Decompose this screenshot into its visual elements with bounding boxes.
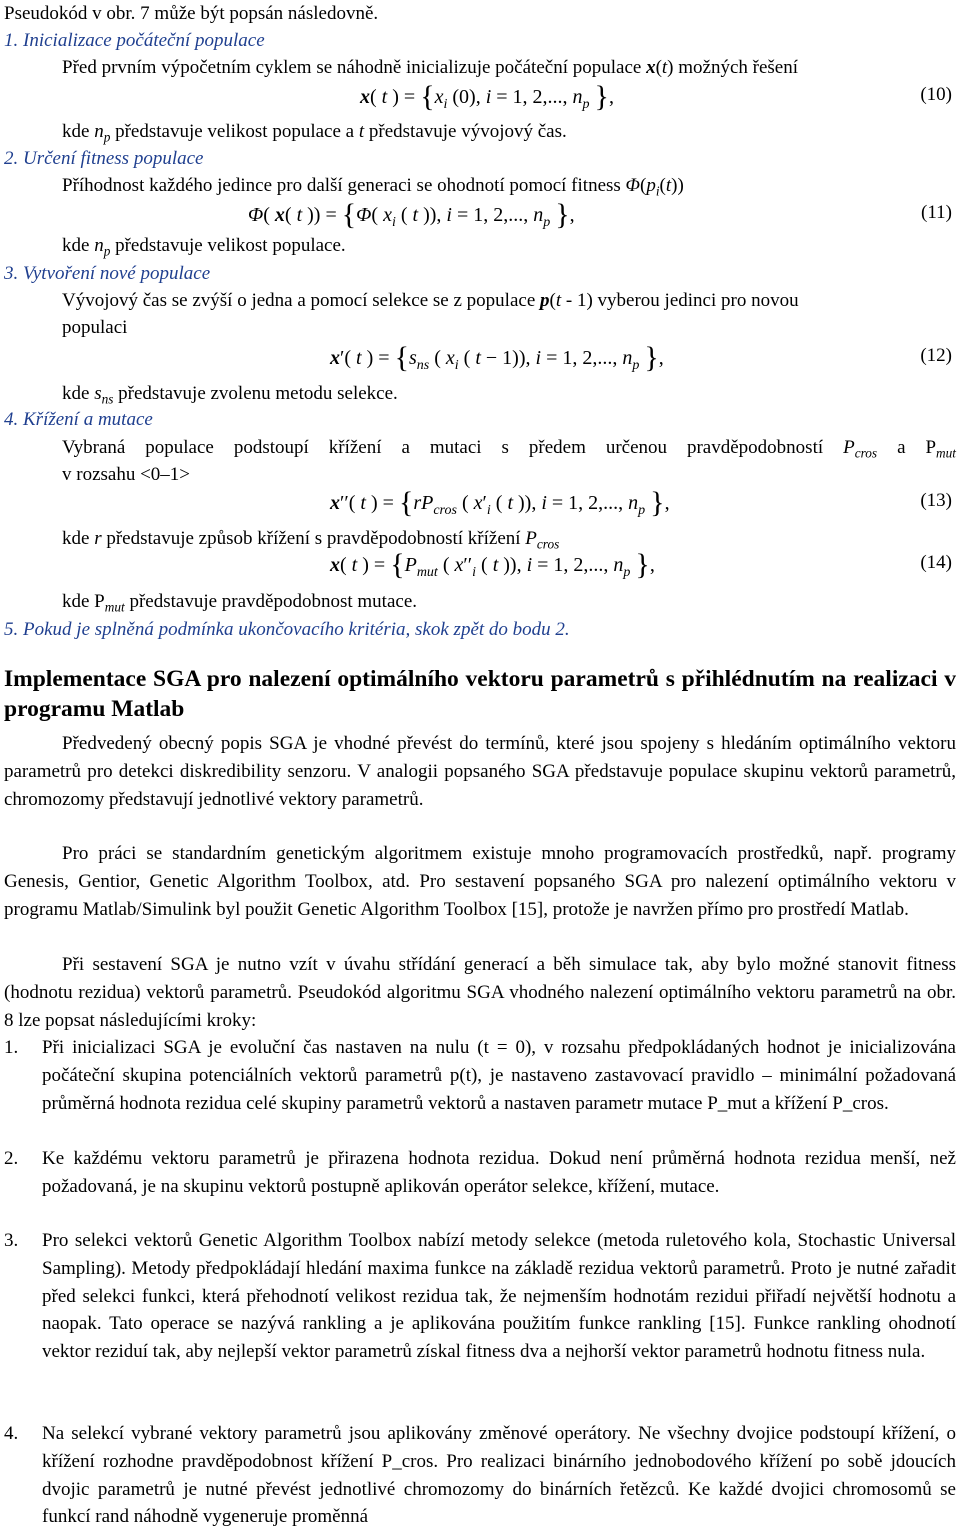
section-title: Implementace SGA pro nalezení optimálního vektoru parametrů s přihlédnutím na realizaci v programu Matlab bbox=[4, 666, 956, 722]
step-1-heading: 1. Inicializace počáteční populace bbox=[4, 30, 265, 51]
paragraph-2: Pro práci se standardním genetickým algoritmem existuje mnoho programovacích prostředků, např. programy Genesis, Gentior, Genetic Algorithm Toolbox, atd. Pro sestavení popsaného SGA pro nalezení optimálního vektoru v programu Matlab/Simulink byl použit Genetic Algorithm Toolbox [15], protože je navržen přímo pro prostředí Matlab. bbox=[4, 843, 956, 920]
list-item-text: Pro selekci vektorů Genetic Algorithm Toolbox nabízí metody selekce (metoda ruletového kola, Stochastic Universal Sampling). Metody předpokládají hledání maxima funkce na základě rezidua vektorů parametrů. Proto je nutné zařadit před selekci funkci, která přehodnotí velikost rezidua tak, že nejmenším hodnotám rezidui přiřadí největší hodnotu a naopak. Tato operace se nazývá rankling a je aplikována použitím funkce rankling [15]. Funkce rankling ohodnotí vektor reziduí tak, aby nejlepší vektor parametrů získal fitness dva a nejhorší vektor parametrů hodnotu fitness nula. bbox=[42, 1230, 956, 1363]
step-4-heading: 4. Křížení a mutace bbox=[4, 409, 153, 430]
equation-13: x′′( t ) = {$rP_{cros}$ ( $x'_i$ ( t )), i = 1, 2,..., $n_p$ }, bbox=[330, 486, 670, 519]
list-item-text: Na selekcí vybrané vektory parametrů jsou aplikovány změnové operátory. Ne všechny dvojice podstoupí křížení, o křížení rozhodne pravděpodobnost křížení P_cros. Pro realizaci binárního jednobodového křížení po sobě jdoucích dvojic parametrů je nutné převést jednotlivé chromozomy do binárních řetězců. Ke každé dvojici chromosomů se funkcí rand náhodně vygeneruje proměnná bbox=[42, 1423, 956, 1528]
step-3-heading: 3. Vytvoření nové populace bbox=[4, 263, 211, 284]
equation-12: x′( t ) = {$s_{ns}$ ( $x_i$ ( t − 1)), i = 1, 2,..., $n_p$ }, bbox=[330, 341, 664, 374]
list-item-1 bbox=[4, 1034, 956, 1117]
list-item-3 bbox=[4, 1227, 956, 1366]
equation-12-number: (12) bbox=[920, 345, 952, 366]
step-1-note: kde $n_p$ představuje velikost populace a t představuje vývojový čas. bbox=[62, 121, 567, 145]
equation-11: Φ( x( t )) = {Φ( $x_i$ ( t )), i = 1, 2,..., $n_p$ }, bbox=[248, 198, 575, 231]
list-item-number: 3. bbox=[4, 1230, 19, 1251]
step-3-text: Vývojový čas se zvýší o jedna a pomocí selekce se z populace p(t - 1) vyberou jedinci pro novou bbox=[62, 290, 799, 311]
step-4-note-2: kde $P_{mut}$ představuje pravděpodobnost mutace. bbox=[62, 591, 418, 615]
step-2-text: Příhodnost každého jedince pro další generaci se ohodnotí pomocí fitness $\Phi(p_i(t))$ bbox=[62, 175, 684, 199]
step-5-heading: 5. Pokud je splněná podmínka ukončovacího kritéria, skok zpět do bodu 2. bbox=[4, 619, 570, 640]
pseudo-intro: Pseudokód v obr. 7 může být popsán následovně. bbox=[4, 3, 379, 24]
list-item-number: 1. bbox=[4, 1037, 19, 1058]
paragraph-3: Při sestavení SGA je nutno vzít v úvahu střídání generací a běh simulace tak, aby bylo možné stanovit fitness (hodnotu rezidua) vektorů parametrů. Pseudokód algoritmu SGA vhodného nalezení optimálního vektoru parametrů na obr. 8 lze popsat následujícími kroky: bbox=[4, 954, 956, 1031]
step-4-note-1: kde r představuje způsob křížení s pravděpodobností křížení $P_{cros}$ bbox=[62, 528, 560, 552]
list-item-number: 4. bbox=[4, 1423, 19, 1444]
step-4-text: Vybraná populace podstoupí křížení a mutaci s předem určenou pravděpodobností $P_{cros}$ a $P_{mut}$ bbox=[62, 437, 956, 461]
list-item-text: Při inicializaci SGA je evoluční čas nastaven na nulu (t = 0), v rozsahu předpokládaných hodnot je inicializována počáteční skupina potenciálních vektorů parametrů p(t), je nastaveno zastavovací pravidlo – minimální požadovaná průměrná hodnota rezidua celé skupiny parametrů vektorů a nastaven parametr mutace P_mut a křížení P_cros. bbox=[42, 1037, 956, 1114]
step-2-note: kde $n_p$ představuje velikost populace. bbox=[62, 235, 346, 259]
list-item-number: 2. bbox=[4, 1148, 19, 1169]
list-item-text: Ke každému vektoru parametrů je přirazena hodnota rezidua. Dokud není průměrná hodnota rezidua menší, než požadovaná, je na skupinu vektorů postupně aplikován operátor selekce, křížení, mutace. bbox=[42, 1148, 956, 1197]
paragraph-1: Předvedený obecný popis SGA je vhodné převést do termínů, které jsou spojeny s hledáním optimálního vektoru parametrů pro detekci diskredibility senzoru. V analogii popsaného SGA představuje populace skupinu vektorů parametrů, chromozomy představují jednotlivé vektory parametrů. bbox=[4, 733, 956, 810]
equation-13-number: (13) bbox=[920, 490, 952, 511]
equation-10-number: (10) bbox=[920, 84, 952, 105]
step-3-note: kde $s_{ns}$ představuje zvolenu metodu selekce. bbox=[62, 383, 398, 407]
equation-10: x( t ) = {$x_i$ (0), i = 1, 2,..., $n_p$ }, bbox=[360, 80, 614, 113]
step-1-text: Před prvním výpočetním cyklem se náhodně inicializuje počáteční populace x(t) možných řešení bbox=[62, 57, 799, 78]
list-item-4 bbox=[4, 1420, 956, 1531]
equation-14-number: (14) bbox=[920, 552, 952, 573]
step-4-text-cont: v rozsahu <0–1> bbox=[62, 464, 191, 485]
step-2-heading: 2. Určení fitness populace bbox=[4, 148, 204, 169]
list-item-2 bbox=[4, 1145, 956, 1201]
equation-11-number: (11) bbox=[921, 202, 952, 223]
equation-14: x( t ) = {$P_{mut}$ ( $x''_i$ ( t )), i = 1, 2,..., $n_p$ }, bbox=[330, 548, 655, 581]
step-3-text-cont: populaci bbox=[62, 317, 128, 338]
